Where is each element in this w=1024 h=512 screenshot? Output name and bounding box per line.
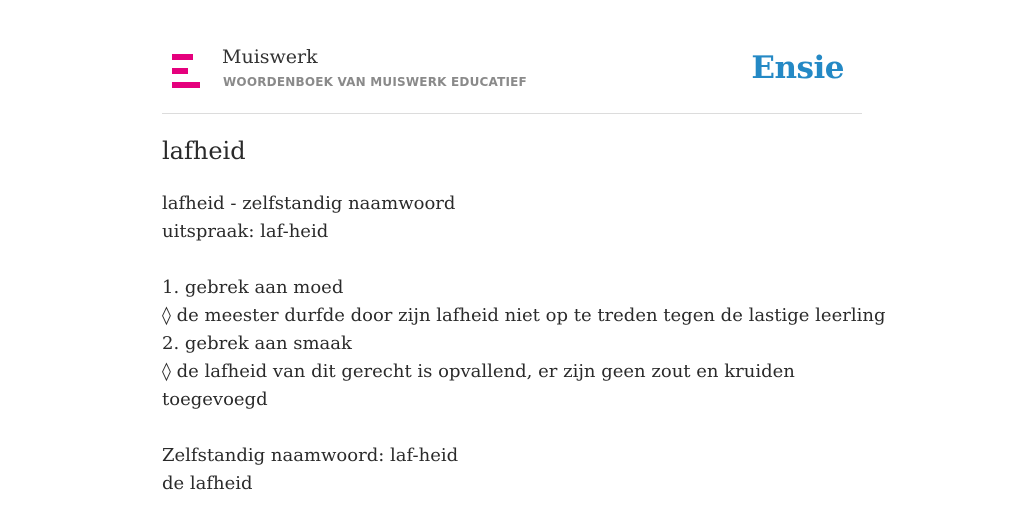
grammar-line: Zelfstandig naamwoord: laf-heid <box>162 445 459 466</box>
pronunciation-line: uitspraak: laf-heid <box>162 221 329 242</box>
spacer <box>162 246 862 274</box>
header <box>162 0 862 114</box>
brand-name[interactable]: Muiswerk <box>222 46 318 68</box>
part-of-speech-line: lafheid - zelfstandig naamwoord <box>162 193 456 214</box>
article-line: de lafheid <box>162 473 253 494</box>
page-container <box>162 0 886 494</box>
muiswerk-logo-icon[interactable] <box>172 54 200 88</box>
spacer <box>162 414 862 442</box>
definition-2: 2. gebrek aan smaak <box>162 333 352 354</box>
ensie-logo-link[interactable]: Ensie <box>751 50 844 86</box>
entry-title: lafheid <box>162 137 246 165</box>
logo-bar-top <box>172 54 193 60</box>
example-1: ◊ de meester durfde door zijn lafheid niet op te treden tegen de lastige leerling <box>162 305 886 326</box>
definition-1: 1. gebrek aan moed <box>162 277 344 298</box>
example-2-line-2: toegevoegd <box>162 389 268 410</box>
logo-bar-middle <box>172 68 188 74</box>
logo-bar-bottom <box>172 82 200 88</box>
example-2-line-1: ◊ de lafheid van dit gerecht is opvallend, er zijn geen zout en kruiden <box>162 361 795 382</box>
entry-body <box>162 190 886 498</box>
brand-subtitle: WOORDENBOEK VAN MUISWERK EDUCATIEF <box>223 75 527 89</box>
